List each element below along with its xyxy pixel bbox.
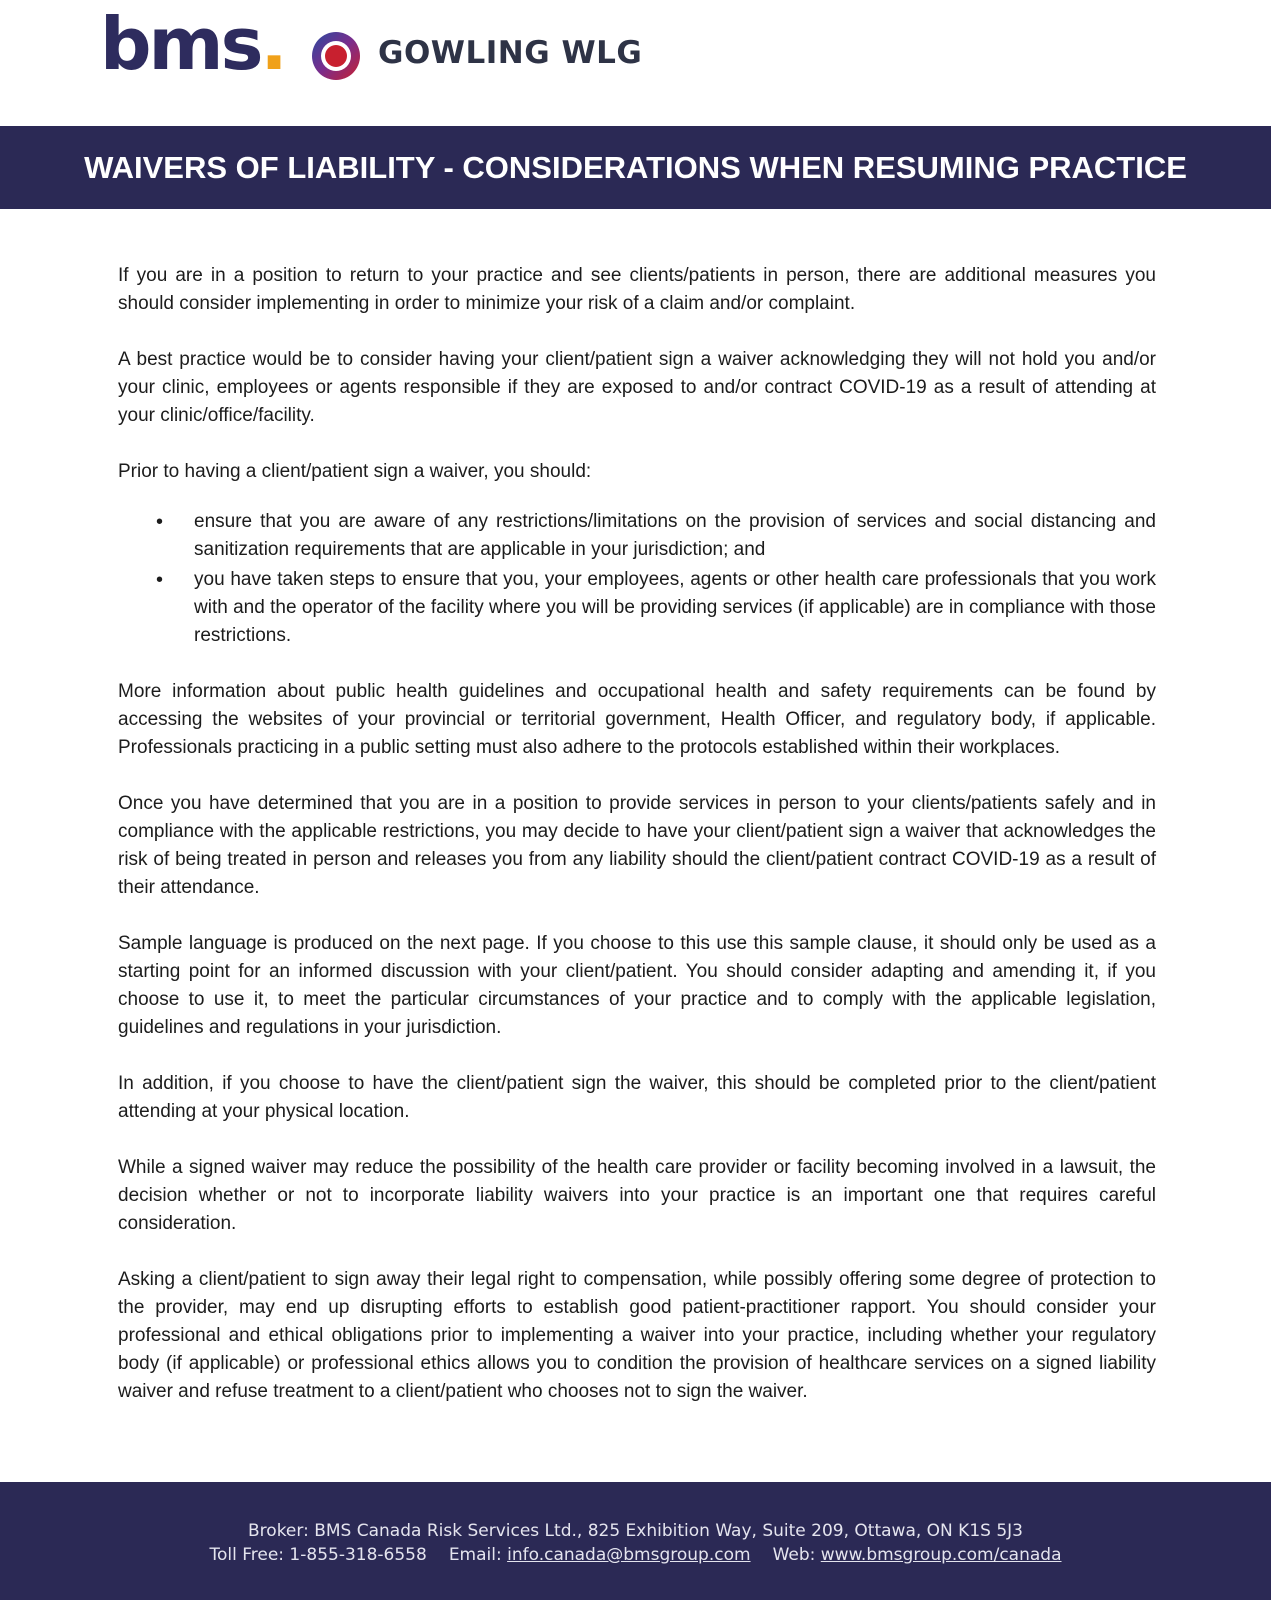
bms-logo-text: bms (100, 2, 261, 86)
paragraph-prior-to-waiver: Prior to having a client/patient sign a waiver, you should: (118, 461, 592, 482)
footer-broker-line: Broker: BMS Canada Risk Services Ltd., 825 Exhibition Way, Suite 209, Ottawa, ON K1S 5J3 (248, 1521, 1023, 1541)
paragraph-asking-client: Asking a client/patient to sign away their legal right to compensation, while possibly offering some degree of protection to the provider, may end up disrupting efforts to establish good patient-practitioner rapport. You should consider your professional and ethical obligations prior to implementing a waiver into your practice, including whether your regulatory body (if applicable) or professional ethics allows you to condition the provision of healthcare services on a signed liability waiver and refuse treatment to a client/patient who chooses not to sign the waiver. (118, 1269, 1156, 1402)
footer-toll-free: Toll Free: 1-855-318-6558 (209, 1545, 427, 1565)
footer-contact-line (0, 1545, 1271, 1565)
footer-email-label: Email: (448, 1545, 508, 1565)
title-banner (0, 126, 1271, 209)
paragraph-best-practice: A best practice would be to consider having your client/patient sign a waiver acknowledging they will not hold you and/or your clinic, employees or agents responsible if they are exposed to and/or contract COVID-19 as a result of attending at your clinic/office/facility. (118, 349, 1156, 426)
footer-web-link[interactable]: www.bmsgroup.com/canada (820, 1545, 1062, 1565)
list-item: • you have taken steps to ensure that you, your employees, agents or other health care professionals that you work with and the operator of the facility where you will be providing services (if applicable) are in compliance with those restrictions. (194, 566, 1156, 650)
footer-web-label: Web: (772, 1545, 821, 1565)
gowling-logo-text: GOWLING WLG (378, 35, 643, 71)
paragraph-once-determined: Once you have determined that you are in a position to provide services in person to your clients/patients safely and in compliance with the applicable restrictions, you may decide to have your client/patient sign a waiver that acknowledges the risk of being treated in person and releases you from any liability should the client/patient contract COVID-19 as a result of their attendance. (118, 793, 1156, 898)
bms-logo-dot: . (260, 2, 285, 86)
paragraph-in-addition: In addition, if you choose to have the client/patient sign the waiver, this should be completed prior to the client/patient attending at your physical location. (118, 1073, 1156, 1122)
paragraph-signed-waiver: While a signed waiver may reduce the possibility of the health care provider or facility becoming involved in a lawsuit, the decision whether or not to incorporate liability waivers into your practice is an important one that requires careful consideration. (118, 1157, 1156, 1234)
list-item: • ensure that you are aware of any restrictions/limitations on the provision of services and social distancing and sanitization requirements that are applicable in your jurisdiction; and (194, 508, 1156, 564)
page-title: WAIVERS OF LIABILITY - CONSIDERATIONS WHEN RESUMING PRACTICE (84, 149, 1187, 185)
gowling-logo-icon (310, 30, 362, 82)
requirements-list (118, 508, 1156, 650)
bms-logo (100, 2, 285, 86)
paragraph-intro: If you are in a position to return to your practice and see clients/patients in person, there are additional measures you should consider implementing in order to minimize your risk of a claim and/or complaint. (118, 265, 1156, 314)
footer-email-link[interactable]: info.canada@bmsgroup.com (507, 1545, 751, 1565)
footer (0, 1482, 1271, 1600)
logo-bar (0, 0, 1271, 126)
document-body (118, 262, 1156, 1434)
paragraph-more-information: More information about public health guidelines and occupational health and safety requirements can be found by accessing the websites of your provincial or territorial government, Health Officer, and regulatory body, if applicable. Professionals practicing in a public setting must also adhere to the protocols established within their workplaces. (118, 681, 1156, 758)
paragraph-sample-language: Sample language is produced on the next page. If you choose to this use this sample clause, it should only be used as a starting point for an informed discussion with your client/patient. You should consider adapting and amending it, if you choose to use it, to meet the particular circumstances of your practice and to comply with the applicable legislation, guidelines and regulations in your jurisdiction. (118, 933, 1156, 1038)
